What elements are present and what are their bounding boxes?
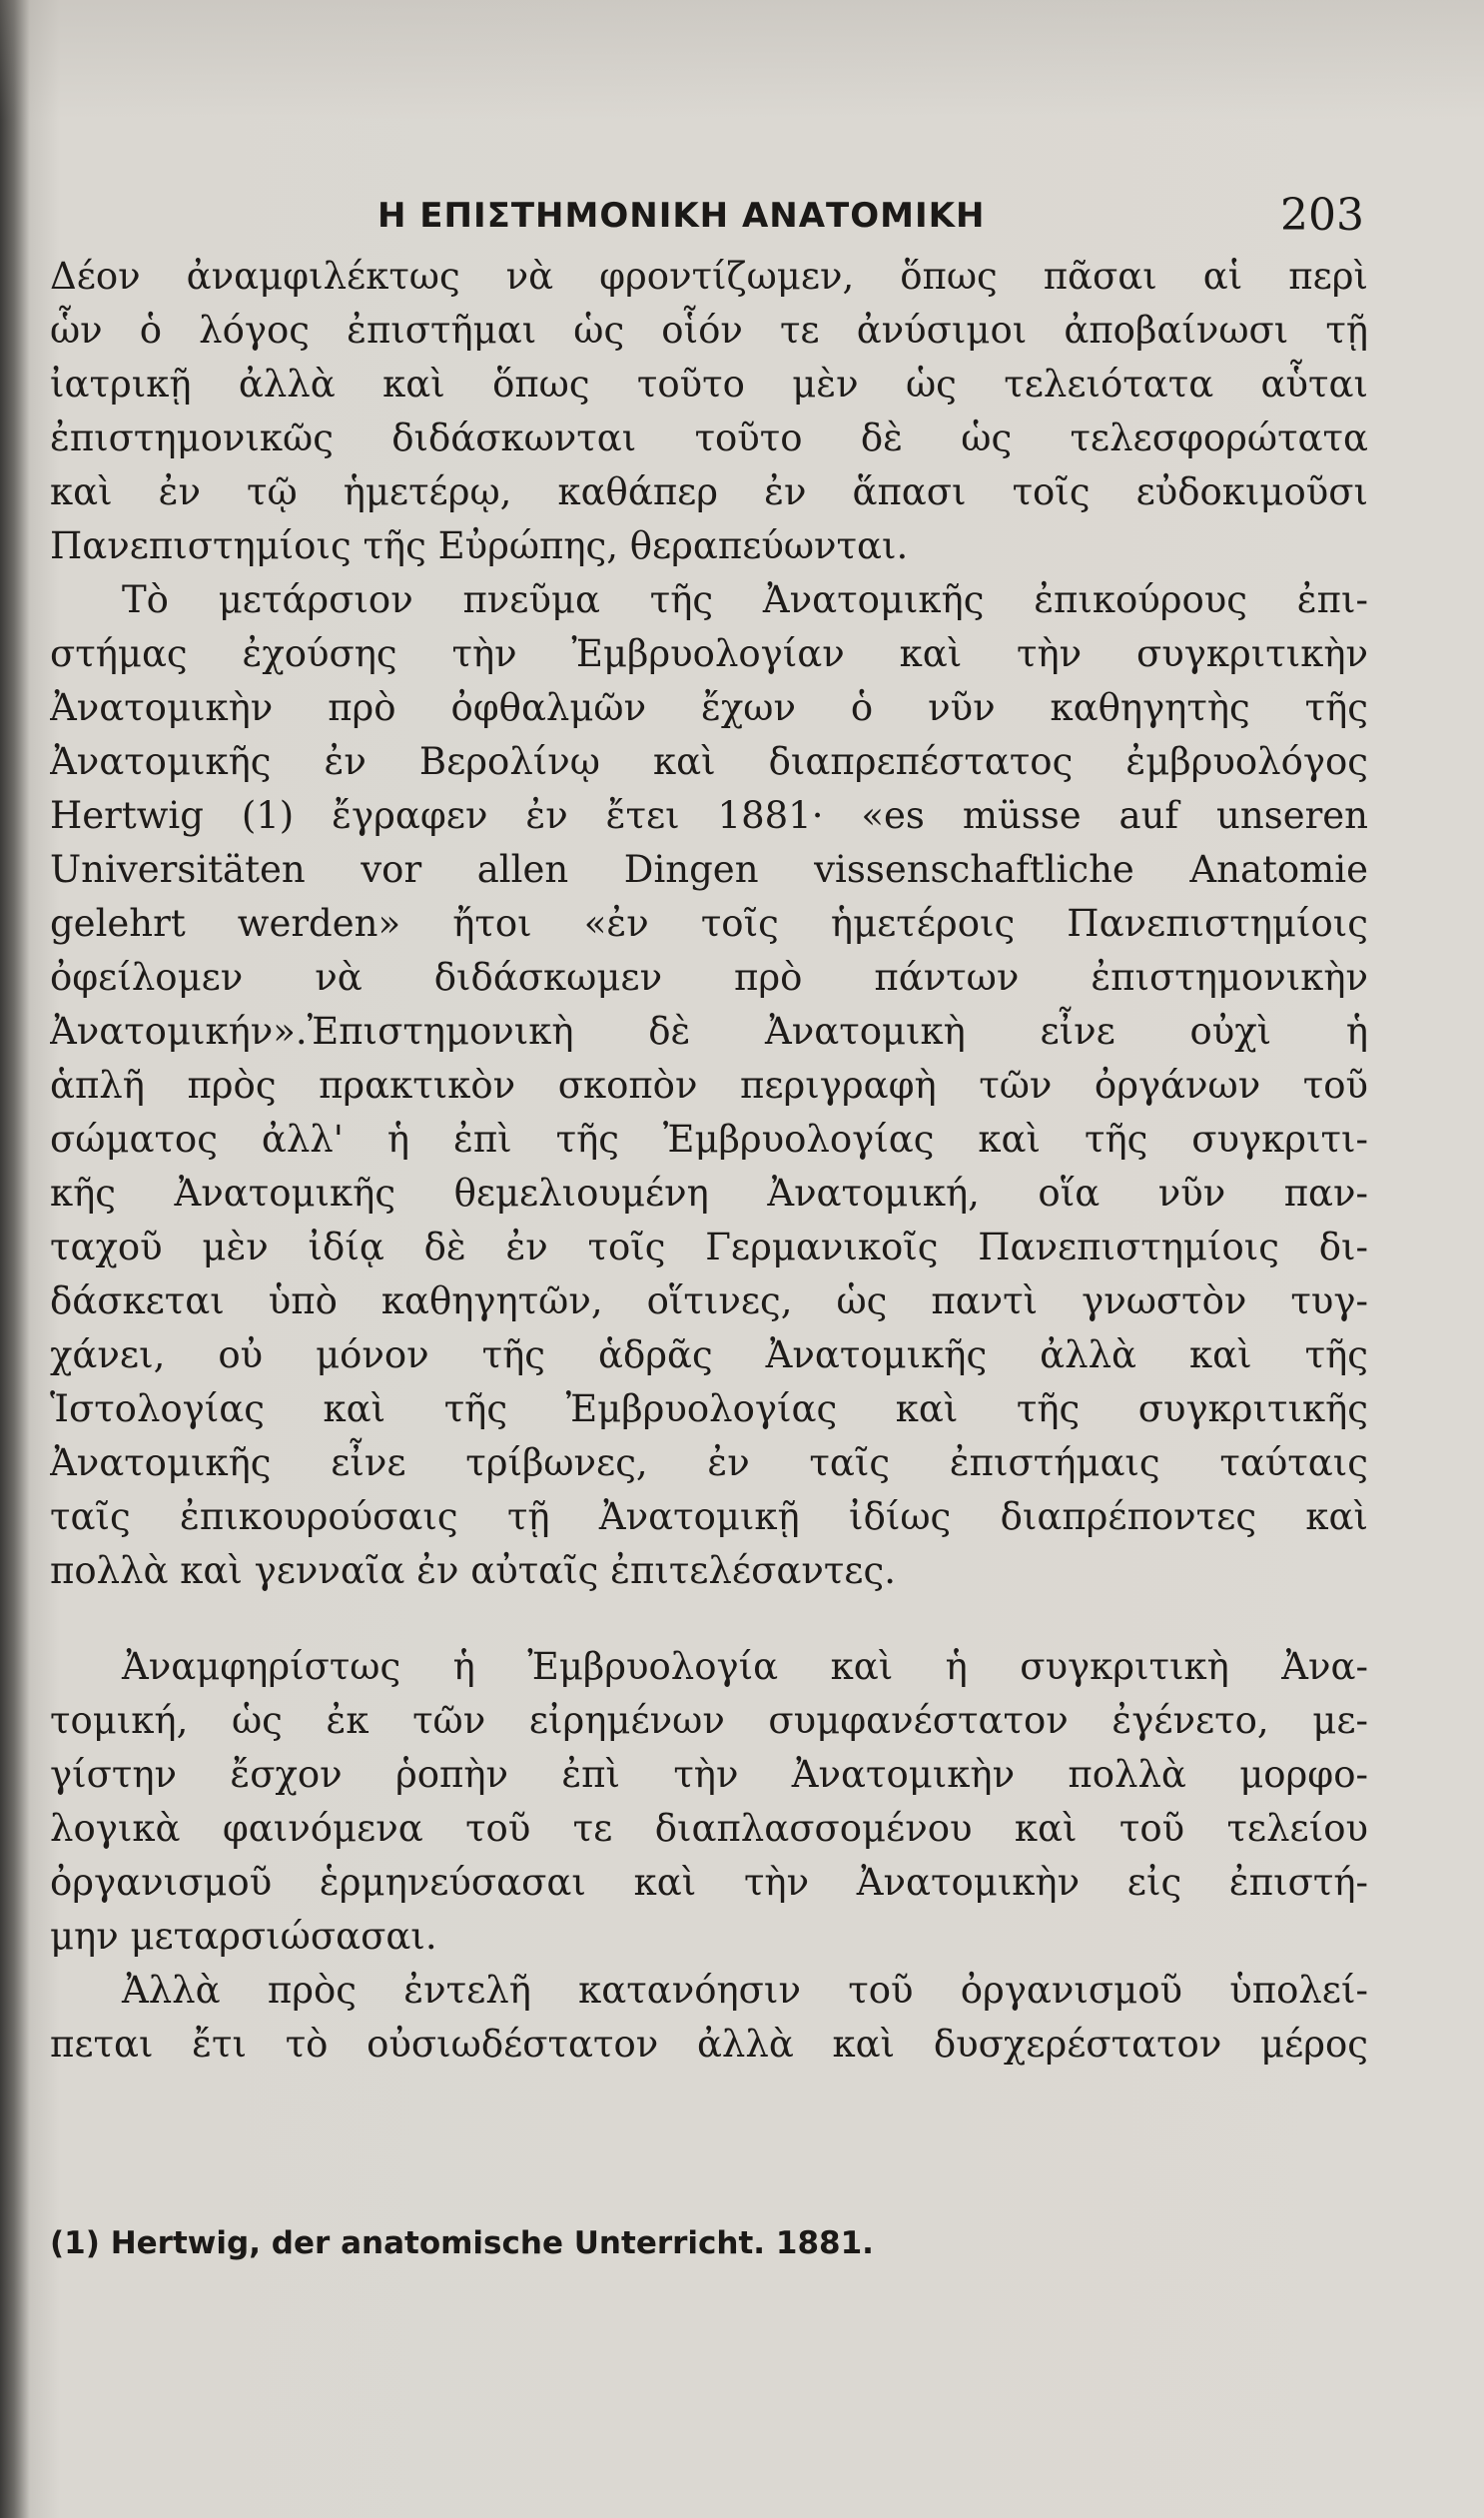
text-line: ὧν ὁ λόγος ἐπιστῆμαι ὡς οἷόν τε ἀνύσιμοι ἀποβαίνωσι τῇ — [50, 309, 1368, 352]
footnote: (1) Hertwig, der anatomische Unterricht. 1881. — [50, 2225, 874, 2261]
text-line: ἁπλῆ πρὸς πρακτικὸν σκοπὸν περιγραφὴ τῶν ὀργάνων τοῦ — [50, 1064, 1368, 1107]
text-line: Hertwig (1) ἔγραφεν ἐν ἔτει 1881· «es müsse auf unseren — [50, 794, 1368, 837]
text-line: Universitäten vor allen Dingen vissenschaftliche Anatomie — [50, 848, 1368, 891]
paragraph — [50, 250, 1368, 573]
text-line: Τὸ μετάρσιον πνεῦμα τῆς Ἀνατομικῆς ἐπικούρους ἐπι- — [122, 578, 1368, 621]
page-number: 203 — [1280, 190, 1364, 241]
paragraph-gap — [50, 1598, 1368, 1640]
text-line: σώματος ἀλλ' ἡ ἐπὶ τῆς Ἐμβρυολογίας καὶ τῆς συγκριτι- — [50, 1118, 1368, 1161]
text-line: ἐπιστημονικῶς διδάσκωνται τοῦτο δὲ ὡς τελεσφορώτατα — [50, 417, 1368, 459]
paragraph — [50, 573, 1368, 1598]
text-line: Ἀνατομικῆς εἶνε τρίβωνες, ἐν ταῖς ἐπιστήμαις ταύταις — [50, 1441, 1368, 1484]
text-line: Ἀνατομικήν».Ἐπιστημονικὴ δὲ Ἀνατομικὴ εἶνε οὐχὶ ἡ — [50, 1010, 1368, 1053]
page-shading — [0, 0, 1484, 120]
text-line: καὶ ἐν τῷ ἡμετέρῳ, καθάπερ ἐν ἅπασι τοῖς εὐδοκιμοῦσι — [50, 470, 1368, 513]
running-title: Η ΕΠΙΣΤΗΜΟΝΙΚΗ ΑΝΑΤΟΜΙΚΗ — [377, 196, 986, 236]
text-line: Πανεπιστημίοις τῆς Εὐρώπης, θεραπεύωνται. — [50, 524, 909, 567]
text-line: ταῖς ἐπικουρούσαις τῇ Ἀνατομικῇ ἰδίως διαπρέποντες καὶ — [50, 1495, 1368, 1538]
text-line: στήμας ἐχούσης τὴν Ἐμβρυολογίαν καὶ τὴν συγκριτικὴν — [50, 632, 1368, 675]
text-line: κῆς Ἀνατομικῆς θεμελιουμένη Ἀνατομική, οἵα νῦν παν- — [50, 1172, 1368, 1215]
text-line: τομική, ὡς ἐκ τῶν εἰρημένων συμφανέστατον ἐγένετο, με- — [50, 1699, 1368, 1742]
text-line: Ἀλλὰ πρὸς ἐντελῆ κατανόησιν τοῦ ὀργανισμοῦ ὑπολεί- — [122, 1969, 1368, 2012]
paragraph — [50, 1640, 1368, 1964]
paragraph — [50, 1964, 1368, 2072]
text-line: μην μεταρσιώσασαι. — [50, 1915, 437, 1958]
body-text — [50, 250, 1368, 2072]
text-line: Ἀνατομικῆς ἐν Βερολίνῳ καὶ διαπρεπέστατος ἐμβρυολόγος — [50, 740, 1368, 783]
text-line: gelehrt werden» ἤτοι «ἐν τοῖς ἡμετέροις Πανεπιστημίοις — [50, 902, 1368, 945]
text-line: πεται ἔτι τὸ οὐσιωδέστατον ἀλλὰ καὶ δυσχερέστατον μέρος — [50, 2023, 1368, 2066]
running-header — [0, 190, 1484, 256]
text-line: ἰατρικῇ ἀλλὰ καὶ ὅπως τοῦτο μὲν ὡς τελειότατα αὗται — [50, 363, 1368, 406]
text-line: ὀφείλομεν νὰ διδάσκωμεν πρὸ πάντων ἐπιστημονικὴν — [50, 956, 1368, 999]
text-line: Ἀναμφηρίστως ἡ Ἐμβρυολογία καὶ ἡ συγκριτικὴ Ἀνα- — [122, 1645, 1368, 1688]
text-line: ὀργανισμοῦ ἑρμηνεύσασαι καὶ τὴν Ἀνατομικὴν εἰς ἐπιστή- — [50, 1861, 1368, 1904]
text-line: γίστην ἔσχον ῥοπὴν ἐπὶ τὴν Ἀνατομικὴν πολλὰ μορφο- — [50, 1753, 1368, 1796]
text-line: Δέον ἀναμφιλέκτως νὰ φροντίζωμεν, ὅπως πᾶσαι αἱ περὶ — [50, 255, 1368, 298]
text-line: Ἱστολογίας καὶ τῆς Ἐμβρυολογίας καὶ τῆς συγκριτικῆς — [50, 1387, 1368, 1430]
text-line: πολλὰ καὶ γενναῖα ἐν αὐταῖς ἐπιτελέσαντες. — [50, 1549, 896, 1592]
text-line: Ἀνατομικὴν πρὸ ὀφθαλμῶν ἔχων ὁ νῦν καθηγητὴς τῆς — [50, 686, 1368, 729]
text-line: χάνει, οὐ μόνον τῆς ἁδρᾶς Ἀνατομικῆς ἀλλὰ καὶ τῆς — [50, 1333, 1368, 1376]
text-line: ταχοῦ μὲν ἰδίᾳ δὲ ἐν τοῖς Γερμανικοῖς Πανεπιστημίοις δι- — [50, 1226, 1368, 1268]
text-line: λογικὰ φαινόμενα τοῦ τε διαπλασσομένου καὶ τοῦ τελείου — [50, 1807, 1368, 1850]
text-line: δάσκεται ὑπὸ καθηγητῶν, οἵτινες, ὡς παντὶ γνωστὸν τυγ- — [50, 1279, 1368, 1322]
